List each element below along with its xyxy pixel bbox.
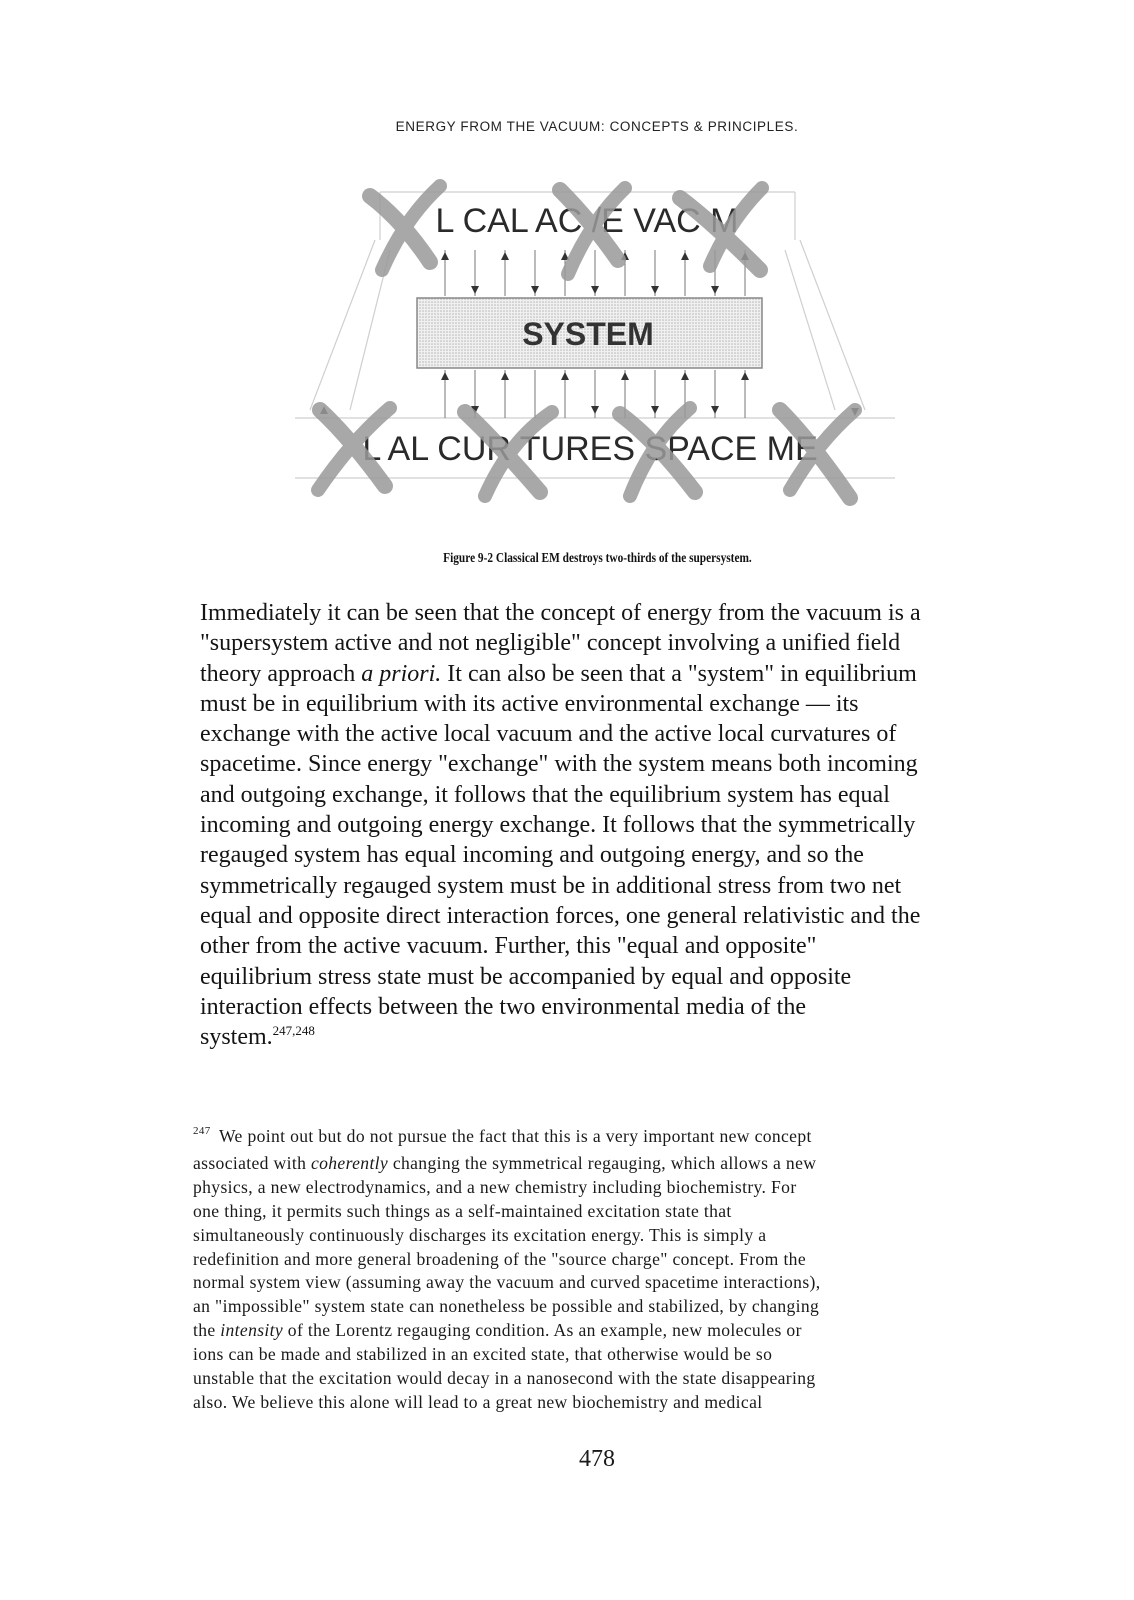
body-line: equilibrium stress state must be accompanied by equal and opposite <box>200 963 852 990</box>
page-number: 478 <box>579 1446 615 1472</box>
body-line <box>200 659 1030 689</box>
figure-9-2 <box>290 178 910 513</box>
body-text-run: theory approach <box>200 660 362 687</box>
body-line: equal and opposite direct interaction forces, one general relativistic and the <box>200 902 921 929</box>
footnote-line: ions can be made and stabilized in an excited state, that otherwise would be so <box>193 1344 773 1365</box>
italic-a-priori: a priori. <box>361 660 442 687</box>
body-line: other from the active vacuum. Further, this "equal and opposite" <box>200 933 817 960</box>
body-line: "supersystem active and not negligible" concept involving a unified field <box>200 630 901 657</box>
system-label: SYSTEM <box>522 316 654 352</box>
footnote-line: physics, a new electrodynamics, and a new chemistry including biochemistry. For <box>193 1176 797 1197</box>
body-text-run: system. <box>200 1024 273 1051</box>
footnote-line: also. We believe this alone will lead to a great new biochemistry and medical <box>193 1391 763 1412</box>
running-header: ENERGY FROM THE VACUUM: CONCEPTS & PRINCIPLES. <box>395 119 799 134</box>
footnote-text-run: of the Lorentz regauging condition. As an example, new molecules or <box>283 1320 802 1341</box>
body-line: interaction effects between the two environmental media of the <box>200 993 806 1020</box>
footnote-line: normal system view (assuming away the vacuum and curved spacetime interactions), <box>193 1272 821 1293</box>
footnote-247 <box>193 1125 1013 1415</box>
supersystem-diagram <box>290 178 910 513</box>
footnote-text-run: changing the symmetrical regauging, which allows a new <box>388 1152 817 1173</box>
vacuum-label: L CAL AC /E VAC M <box>435 202 739 240</box>
curvature-label: L AL CUR TURES SPACE ME <box>362 430 818 468</box>
footnote-line: simultaneously continuously discharges its excitation energy. This is simply a <box>193 1224 767 1245</box>
footnote-text-run: the <box>193 1320 221 1341</box>
footnote-text-run: We point out but do not pursue the fact that this is a very important new concept <box>214 1126 812 1146</box>
footnote-line: unstable that the excitation would decay in a nanosecond with the state disappearing <box>193 1368 816 1389</box>
figure-caption: Figure 9-2 Classical EM destroys two-thirds of the supersystem. <box>443 550 752 565</box>
body-text-run: It can also be seen that a "system" in equilibrium <box>441 660 917 687</box>
body-line: spacetime. Since energy "exchange" with the system means both incoming <box>200 751 918 778</box>
footnote-line <box>193 1319 1013 1343</box>
footnote-line <box>193 1125 1013 1152</box>
body-line <box>200 1022 1030 1052</box>
italic-intensity: intensity <box>220 1320 284 1341</box>
footnote-line: redefinition and more general broadening of the "source charge" concept. From the <box>193 1248 806 1269</box>
body-line: Immediately it can be seen that the concept of energy from the vacuum is a <box>200 600 921 626</box>
body-line: incoming and outgoing energy exchange. It follows that the symmetrically <box>200 812 916 839</box>
body-line: symmetrically regauged system must be in additional stress from two net <box>200 872 902 899</box>
body-line: must be in equilibrium with its active environmental exchange — its <box>200 690 859 717</box>
footnote-mark: 247 <box>193 1125 211 1137</box>
footnote-line: one thing, it permits such things as a self-maintained excitation state that <box>193 1200 732 1221</box>
body-paragraph <box>200 598 1030 1052</box>
footnote-line: an "impossible" system state can nonetheless be possible and stabilized, by changing <box>193 1296 820 1317</box>
footnote-text-run: associated with <box>193 1152 311 1173</box>
body-line: exchange with the active local vacuum and the active local curvatures of <box>200 721 897 748</box>
body-line: and outgoing exchange, it follows that the equilibrium system has equal <box>200 781 890 808</box>
footnote-reference: 247,248 <box>272 1023 315 1039</box>
italic-coherently: coherently <box>310 1152 389 1173</box>
body-line: regauged system has equal incoming and outgoing energy, and so the <box>200 842 864 869</box>
footnote-line <box>193 1152 1013 1176</box>
